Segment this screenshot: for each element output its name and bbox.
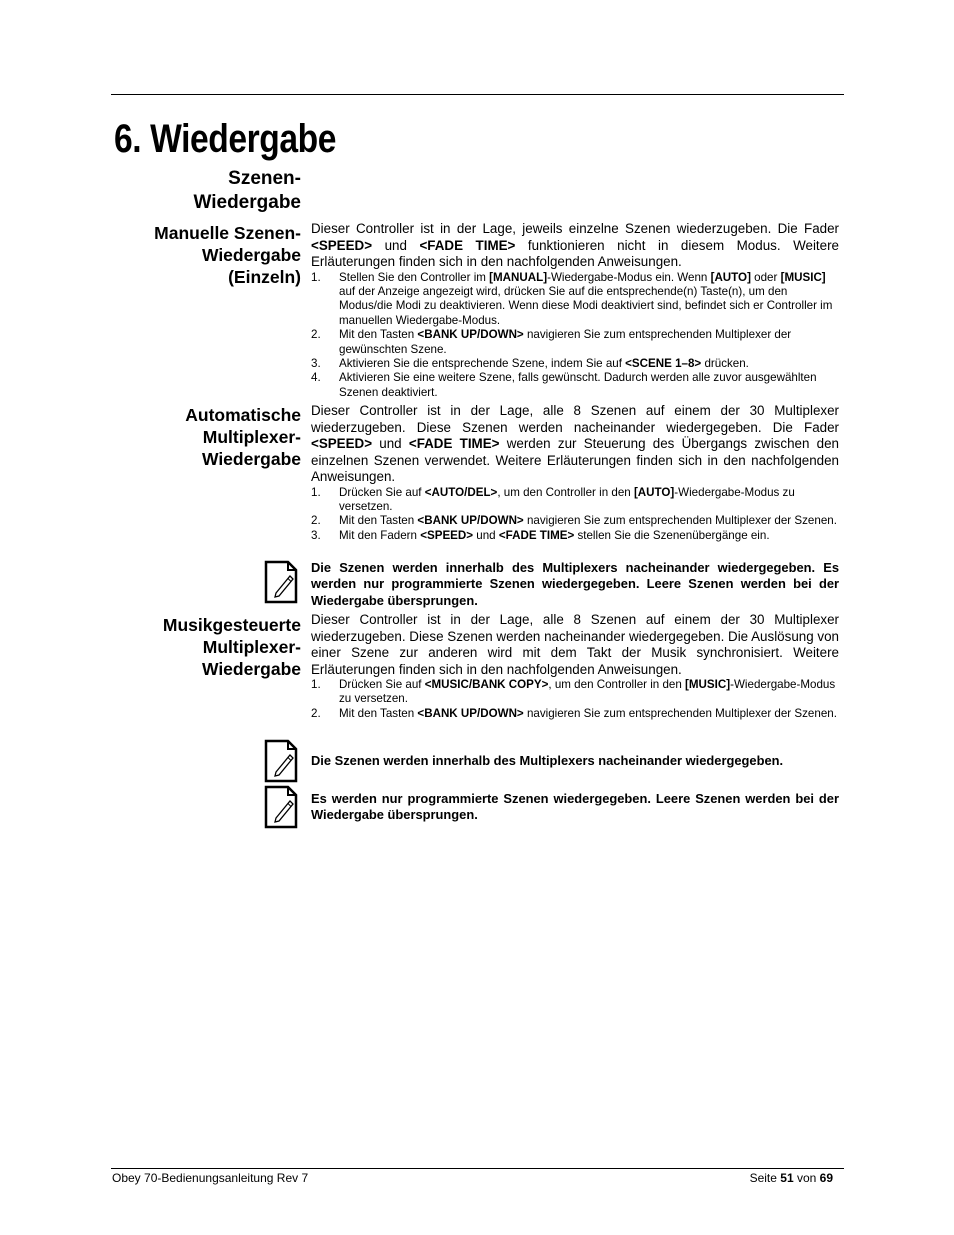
page-middle: von [793,1171,820,1185]
section-heading [193,167,301,215]
step-number: 1. [311,678,321,691]
step-text: und [473,528,499,542]
step-key-label: <FADE TIME> [498,528,575,542]
note-pencil-icon [264,739,298,783]
step-text: Mit den Tasten [339,514,418,528]
manual-playback-heading [154,222,301,288]
auto-playback-heading [185,404,301,470]
heading-line: (Einzeln) [228,267,301,287]
speed-key: <SPEED> [311,237,373,253]
step-text: Mit den Tasten [339,328,418,342]
step-text: Mit den Tasten [339,706,418,720]
auto-intro [311,403,839,486]
step-number: 1. [311,485,321,499]
manual-playback-body [311,221,839,400]
step-text: -Wiedergabe-Modus ein. Wenn [547,270,711,284]
step-text: -Wiedergabe-Modus zu versetzen. [339,678,836,706]
step-text: Drücken Sie auf [339,485,425,499]
step-key-label: [MANUAL] [489,270,548,284]
heading-line: Wiedergabe [201,659,301,679]
step-item [311,486,839,515]
music-note-1: Die Szenen werden innerhalb des Multiplexers nacheinander wiedergegeben. [311,753,784,768]
step-item [311,707,839,721]
music-intro: Dieser Controller ist in der Lage, alle 8 Szenen auf einem der 30 Multiplexer wiederzugeben. Diese Szenen werden nacheinander wiedergegeben. Die Auslösung von einer Szene zur anderen wird mit dem Takt der Musik synchronisiert. Weitere Erläuterungen finden sich in den nachfolgenden Anweisungen. [311,612,839,677]
step-number: 2. [311,328,321,342]
step-key-label: [MUSIC] [780,270,826,284]
step-item [311,529,839,543]
heading-line: Wiedergabe [201,245,301,265]
heading-line: Manuelle Szenen- [154,223,301,243]
step-text: navigieren Sie zum entsprechenden Multiplexer der gewünschten Szene. [339,328,792,356]
step-text: Mit den Fadern [339,528,421,542]
intro-text: Dieser Controller ist in der Lage, jeweils einzelne Szenen wiederzugeben. Die Fader [311,221,839,236]
heading-line: Multiplexer- [202,637,301,657]
step-item [311,328,839,357]
step-number: 3. [311,356,321,370]
step-key-label: <BANK UP/DOWN> [417,328,524,342]
chapter-title: 6. Wiedergabe [114,117,337,161]
step-number: 2. [311,706,321,720]
step-item [311,271,839,329]
step-key-label: <BANK UP/DOWN> [417,706,524,720]
step-key-label: <SPEED> [420,528,474,542]
step-item [311,678,839,707]
fade-time-key: <FADE TIME> [419,237,516,253]
page-prefix: Seite [749,1171,781,1185]
step-text: -Wiedergabe-Modus zu versetzen. [339,485,795,513]
intro-text: Dieser Controller ist in der Lage, alle 8 Szenen auf einem der 30 Multiplexer wiederzugeben. Diese Szenen werden nacheinander wiedergegeben. Die Fader [311,403,839,435]
top-rule [111,94,844,95]
step-key-label: <MUSIC/BANK COPY> [424,678,549,691]
footer-doc-title: Obey 70-Bedienungsanleitung Rev 7 [112,1171,309,1185]
step-item [311,371,839,400]
step-text: navigieren Sie zum entsprechenden Multiplexer der Szenen. [523,514,837,528]
intro-text: und [372,237,420,253]
step-number: 4. [311,371,321,385]
step-text: , um den Controller in den [497,485,634,499]
manual-intro [311,221,839,271]
section-heading-line: Szenen- [228,168,301,189]
step-number: 3. [311,528,321,542]
step-text: oder [750,270,781,284]
step-key-label: <AUTO/DEL> [424,485,498,499]
heading-line: Multiplexer- [202,427,301,447]
speed-key: <SPEED> [311,436,373,451]
step-number: 1. [311,270,321,284]
note-pencil-icon [264,560,298,604]
step-key-label: [AUTO] [710,270,751,284]
step-text: Drücken Sie auf [339,678,425,691]
auto-playback-body [311,403,839,543]
step-text: auf der Anzeige angezeigt wird, drücken Sie auf die entsprechende(n) Taste(n), um den Modus/die Modi zu deaktivieren. Wenn diese Modi deaktiviert sind, befindet sich er Controller im manuellen Wiedergabe-Modus. [339,284,833,327]
note-pencil-icon [264,785,298,829]
step-text: stellen Sie die Szenenübergänge ein. [574,528,770,542]
music-note-2: Es werden nur programmierte Szenen wiedergegeben. Leere Szenen werden bei der Wiedergabe übersprungen. [311,791,839,823]
heading-line: Automatische [185,405,301,425]
page-current: 51 [780,1171,794,1185]
intro-text: werden zur Steuerung des Übergangs zwischen den einzelnen Szenen verwendet. Weitere Erläuterungen finden sich in den nachfolgenden Anweisungen. [311,436,839,484]
step-text: Aktivieren Sie eine weitere Szene, falls gewünscht. Dadurch werden alle zuvor ausgewählten Szenen deaktiviert. [339,371,817,399]
music-steps [311,678,839,721]
step-key-label: [MUSIC] [685,678,731,691]
step-text: Aktivieren Sie die entsprechende Szene, indem Sie auf [339,356,626,370]
auto-steps [311,486,839,544]
step-text: , um den Controller in den [548,678,686,691]
step-text: drücken. [701,356,749,370]
footer-page-number [750,1171,833,1186]
heading-line: Musikgesteuerte [162,615,301,635]
music-playback-heading [163,614,301,680]
footer-rule [111,1168,844,1169]
step-key-label: <SCENE 1–8> [625,356,702,370]
music-playback-body [311,612,839,721]
step-key-label: [AUTO] [633,485,675,499]
intro-text: funktionieren nicht in diesem Modus. Weitere Erläuterungen finden sich in den nachfolgenden Anweisungen. [311,237,839,269]
step-text: navigieren Sie zum entsprechenden Multiplexer der Szenen. [523,706,837,720]
section-heading-line: Wiedergabe [193,192,301,213]
heading-line: Wiedergabe [201,449,301,469]
intro-text: und [372,436,409,451]
step-item [311,357,839,371]
fade-time-key: <FADE TIME> [408,436,500,451]
page-total: 69 [819,1171,833,1185]
step-text: Stellen Sie den Controller im [339,270,490,284]
auto-note: Die Szenen werden innerhalb des Multiplexers nacheinander wiedergegeben. Es werden nur programmierte Szenen wiedergegeben. Leere Szenen werden bei der Wiedergabe übersprungen. [311,560,839,608]
manual-steps [311,271,839,401]
step-key-label: <BANK UP/DOWN> [417,514,524,528]
step-number: 2. [311,514,321,528]
step-item [311,514,839,528]
